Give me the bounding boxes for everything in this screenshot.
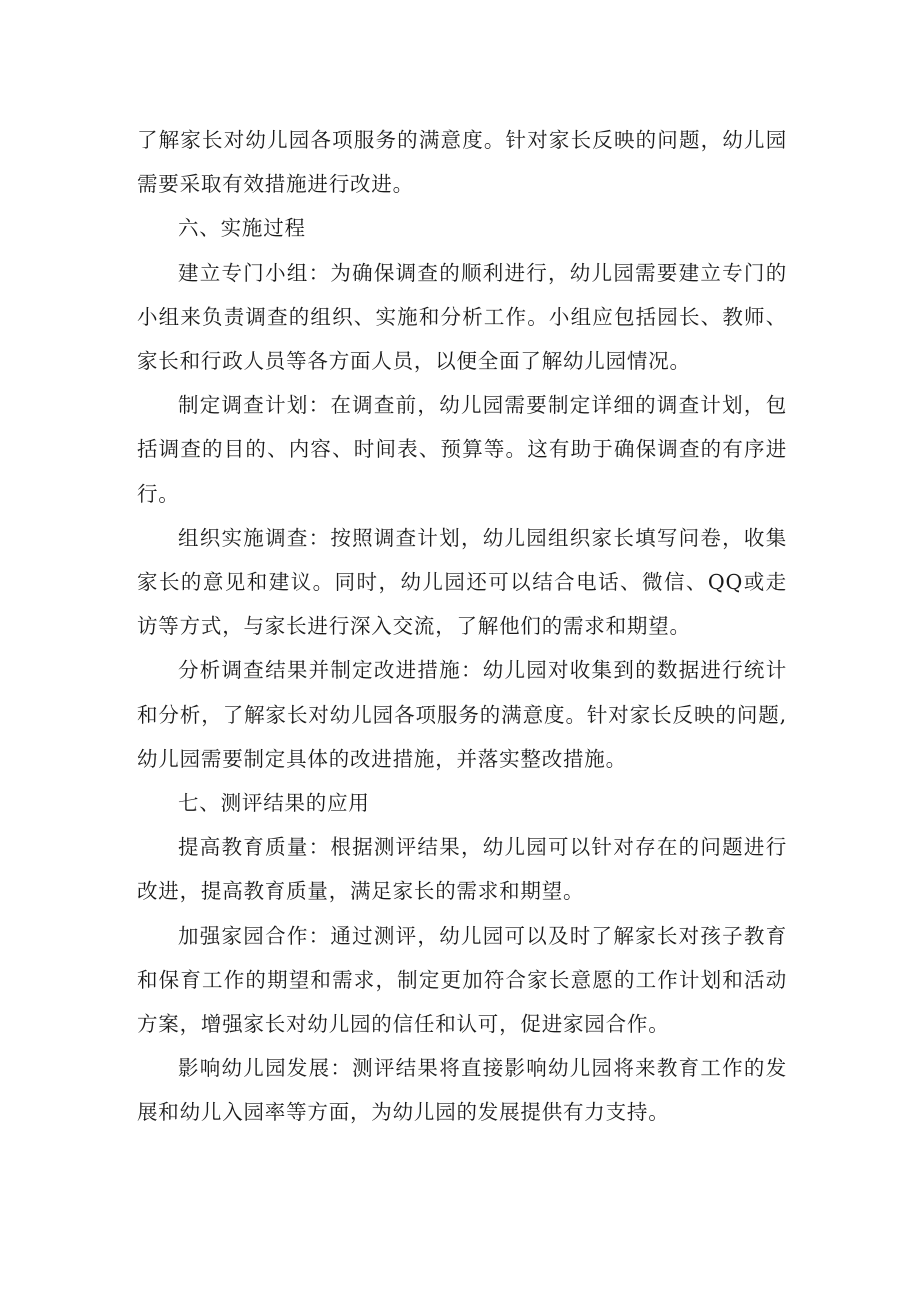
paragraph-establish-group: 建立专门小组：为确保调查的顺利进行，幼儿园需要建立专门的小组来负责调查的组织、实施和分析工作。小组应包括园长、教师、家长和行政人员等各方面人员，以便全面了解幼儿园情况。 [137, 260, 787, 374]
paragraph-survey-plan: 制定调查计划：在调查前，幼儿园需要制定详细的调查计划，包括调查的目的、内容、时间表、预算等。这有助于确保调查的有序进行。 [137, 393, 787, 506]
section-heading-seven: 七、测评结果的应用 [178, 791, 370, 816]
document-body [137, 118, 787, 1135]
paragraph-home-school-cooperation: 加强家园合作：通过测评，幼儿园可以及时了解家长对孩子教育和保育工作的期望和需求，制定更加符合家长意愿的工作计划和活动方案，增强家长对幼儿园的信任和认可，促进家园合作。 [137, 923, 787, 1037]
paragraph-analyze-results: 分析调查结果并制定改进措施：幼儿园对收集到的数据进行统计和分析，了解家长对幼儿园各项服务的满意度。针对家长反映的问题,幼儿园需要制定具体的改进措施，并落实整改措施。 [137, 658, 787, 771]
section-heading-six: 六、实施过程 [178, 216, 306, 241]
paragraph-improve-quality: 提高教育质量：根据测评结果，幼儿园可以针对存在的问题进行改进，提高教育质量，满足家长的需求和期望。 [137, 835, 787, 904]
paragraph-continuation: 了解家长对幼儿园各项服务的满意度。针对家长反映的问题，幼儿园需要采取有效措施进行改进。 [137, 128, 787, 197]
paragraph-conduct-survey: 组织实施调查：按照调查计划，幼儿园组织家长填写问卷，收集家长的意见和建议。同时，幼儿园还可以结合电话、微信、QQ或走访等方式，与家长进行深入交流，了解他们的需求和期望。 [137, 525, 787, 639]
paragraph-kindergarten-development: 影响幼儿园发展：测评结果将直接影响幼儿园将来教育工作的发展和幼儿入园率等方面，为幼儿园的发展提供有力支持。 [137, 1056, 787, 1125]
